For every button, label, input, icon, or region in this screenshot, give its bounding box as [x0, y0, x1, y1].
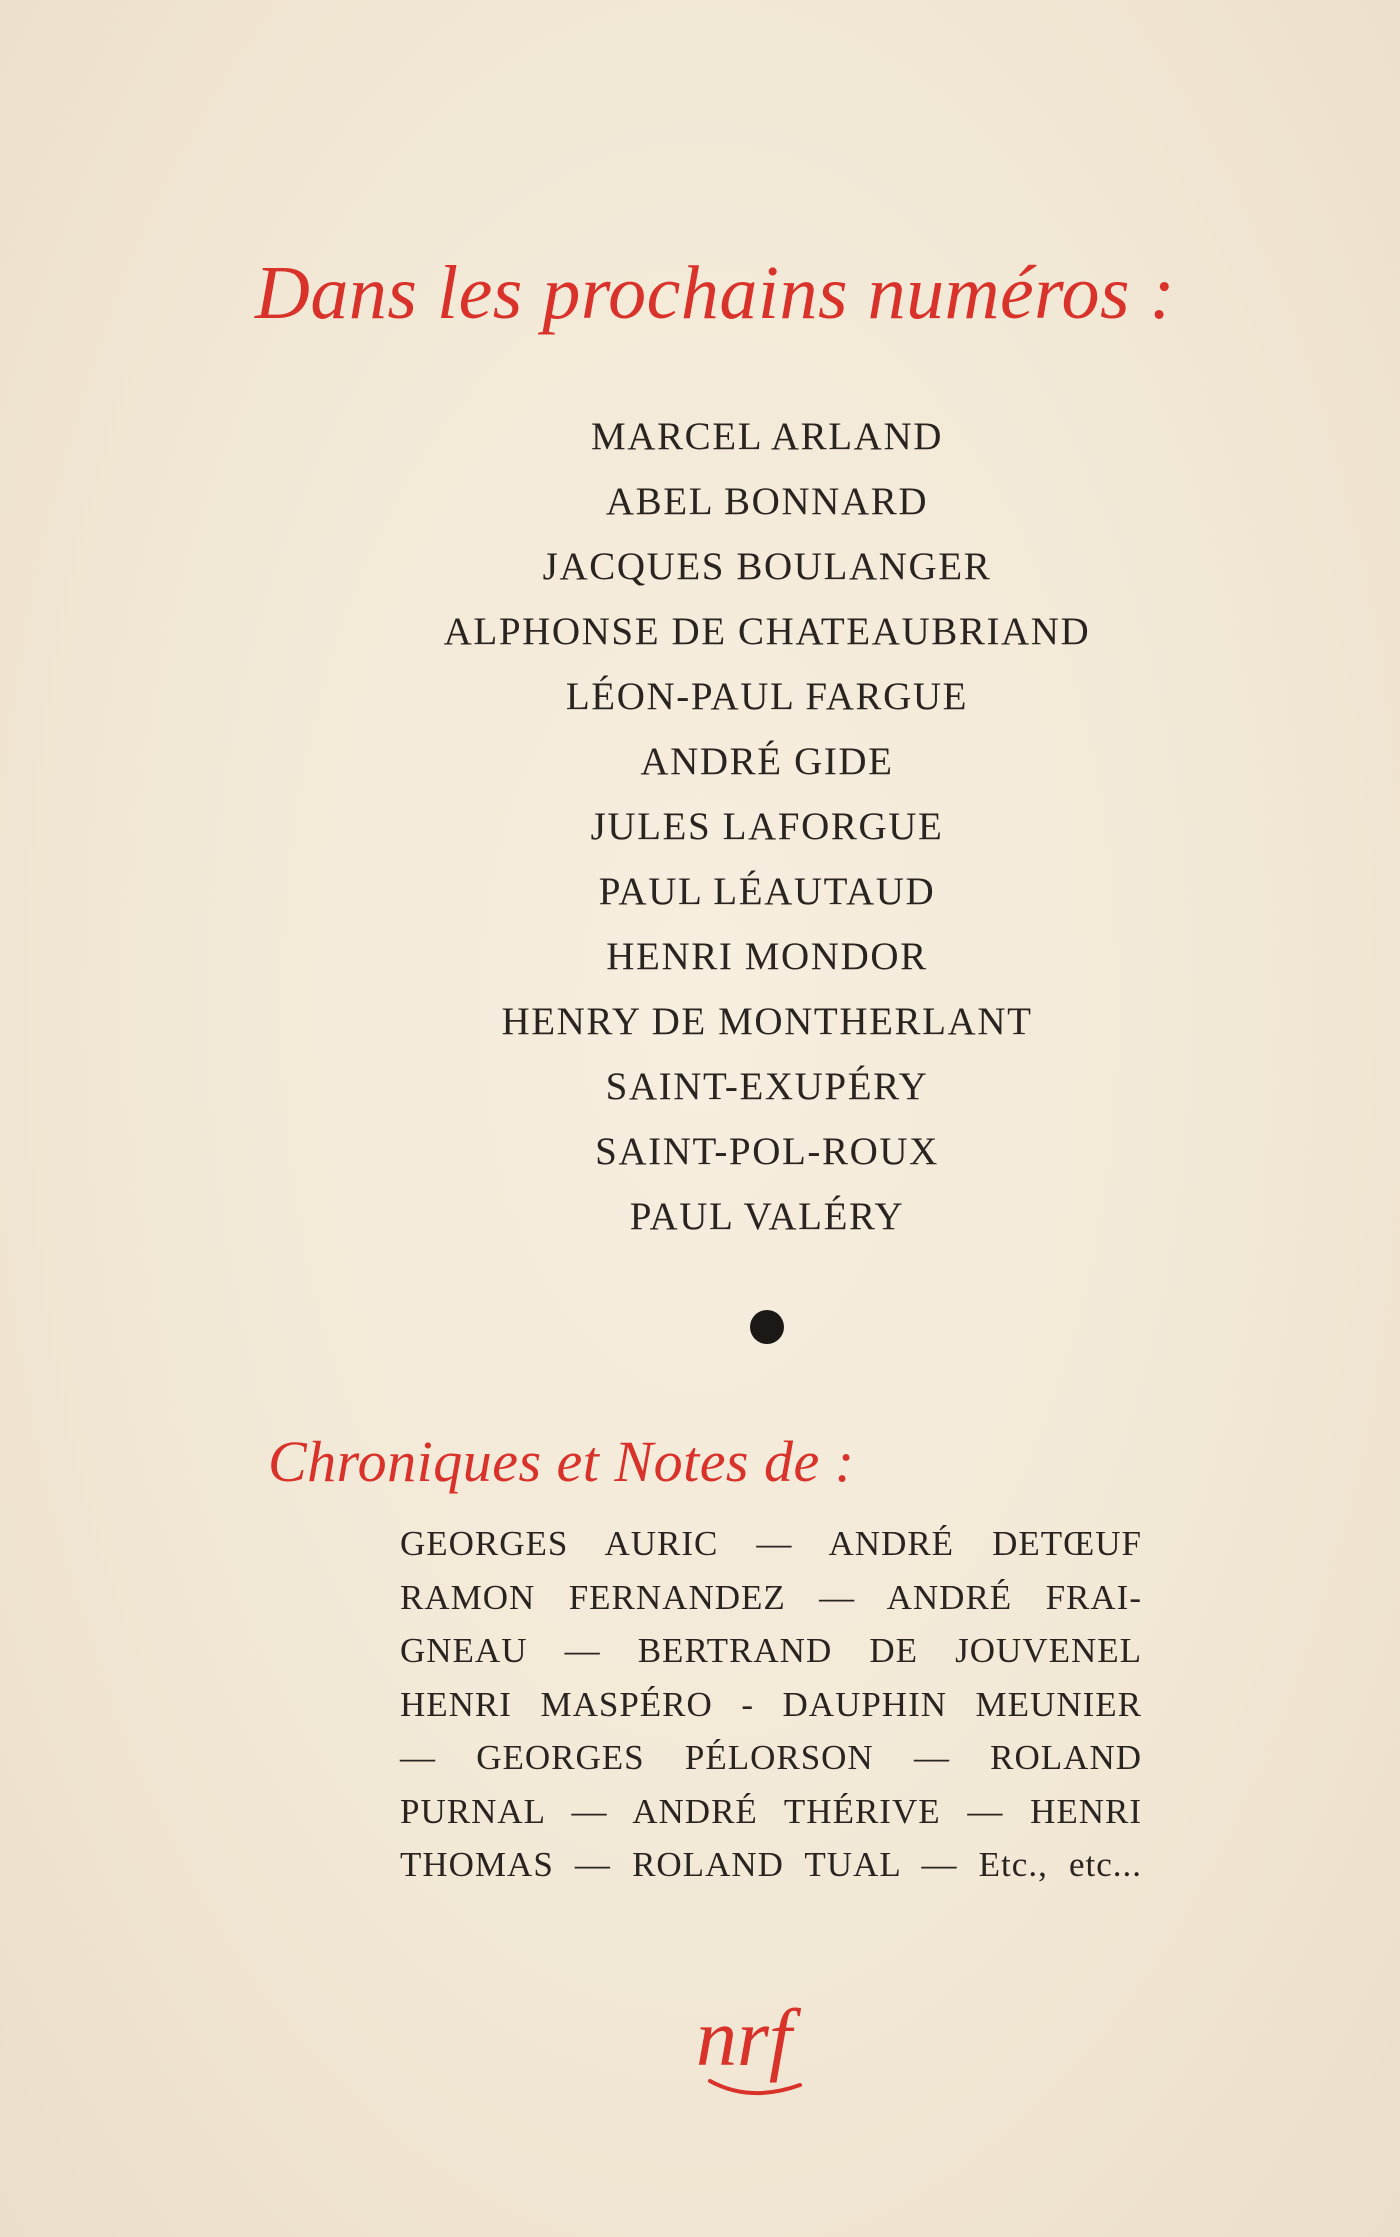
contributors-line: THOMAS — ROLAND TUAL — Etc., etc... [400, 1845, 1142, 1884]
author-name: PAUL VALÉRY [629, 1195, 905, 1238]
chroniques-heading: Chroniques et Notes de : [268, 1429, 855, 1494]
contributors-line: PURNAL — ANDRÉ THÉRIVE — HENRI [400, 1791, 1142, 1831]
author-name: PAUL LÉAUTAUD [598, 870, 936, 913]
author-name: ANDRÉ GIDE [640, 740, 894, 783]
author-name: MARCEL ARLAND [591, 415, 943, 458]
nrf-logo [690, 1985, 890, 2105]
contributors-line: GEORGES AURIC — ANDRÉ DETŒUF [400, 1524, 1142, 1563]
author-name: JACQUES BOULANGER [542, 545, 992, 588]
contributors-line: GNEAU — BERTRAND DE JOUVENEL [400, 1631, 1142, 1670]
contributors-line: RAMON FERNANDEZ — ANDRÉ FRAI- [400, 1577, 1142, 1617]
contributors-line: HENRI MASPÉRO - DAUPHIN MEUNIER [400, 1684, 1142, 1724]
contributors-line: — GEORGES PÉLORSON — ROLAND [400, 1738, 1142, 1777]
author-name: HENRI MONDOR [606, 935, 928, 978]
author-list [0, 404, 1400, 1249]
author-name: SAINT-EXUPÉRY [605, 1065, 929, 1108]
separator-bullet [750, 1310, 784, 1344]
upcoming-issues-heading: Dans les prochains numéros : [255, 251, 1176, 335]
chroniques-contributors [400, 1517, 1142, 1892]
author-name: ALPHONSE DE CHATEAUBRIAND [443, 610, 1091, 653]
nrf-logo-text: nrf [696, 1992, 792, 2083]
author-name: ABEL BONNARD [605, 480, 929, 523]
author-name: JULES LAFORGUE [590, 805, 944, 848]
author-name: SAINT-POL-ROUX [595, 1130, 939, 1173]
author-name: LÉON-PAUL FARGUE [565, 675, 969, 718]
author-name: HENRY DE MONTHERLANT [501, 1000, 1033, 1043]
